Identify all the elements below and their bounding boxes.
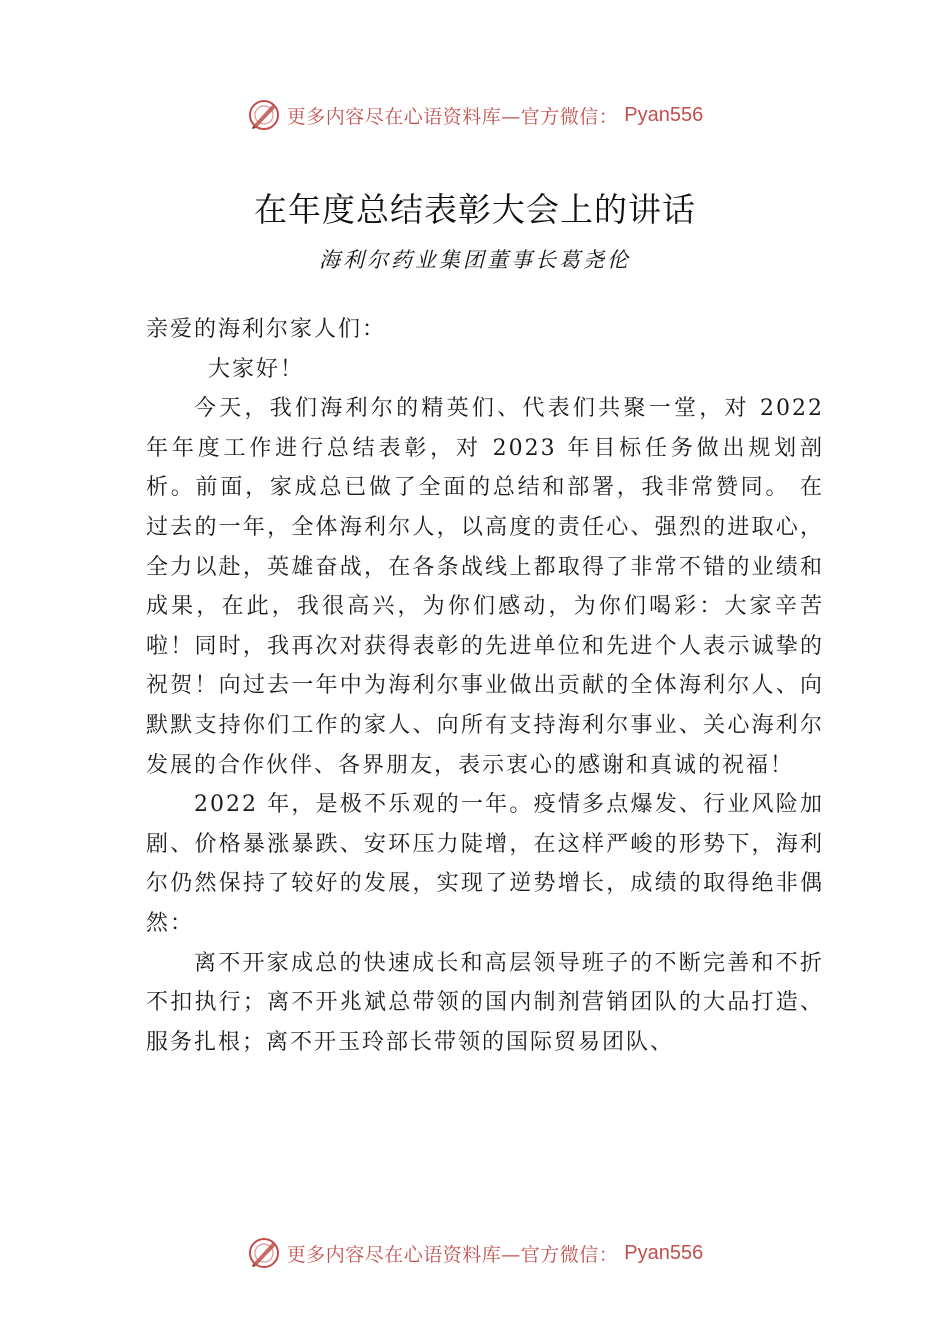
paragraph: 2022 年，是极不乐观的一年。疫情多点爆发、行业风险加剧、价格暴涨暴跌、安环压力陡增，在这样严峻的形势下，海利尔仍然保持了较好的发展，实现了逆势增长，成绩的取得绝非偶然： bbox=[146, 792, 824, 936]
promo-text: 更多内容尽在心语资料库—官方微信： bbox=[286, 1243, 619, 1266]
document-body bbox=[146, 310, 824, 1062]
paragraph: 今天，我们海利尔的精英们、代表们共聚一堂，对 2022 年年度工作进行总结表彰，对 2023 年目标任务做出规划剖析。前面，家成总已做了全面的总结和部署，我非常赞同。 在过去的一年，全体海利尔人，以高度的责任心、强烈的进取心，全力以赴，英雄奋战，在各条战线上都取得了非常不错的业绩和成果，在此，我很高兴，为你们感动，为你们喝彩：大家辛苦啦！同时，我再次对获得表彰的先进单位和先进个人表示诚挚的祝贺！向过去一年中为海利尔事业做出贡献的全体海利尔人、向默默支持你们工作的家人、向所有支持海利尔事业、关心海利尔发展的合作伙伴、各界朋友，表示衷心的感谢和真诚的祝福！ bbox=[146, 396, 824, 778]
wechat-id: Pyan556 bbox=[624, 103, 704, 126]
promo-text: 更多内容尽在心语资料库—官方微信： bbox=[286, 105, 619, 128]
header-promo-banner bbox=[0, 95, 950, 135]
footer-promo-banner bbox=[0, 1233, 950, 1273]
quill-pen-logo-icon bbox=[247, 1236, 281, 1270]
salutation: 亲爱的海利尔家人们： bbox=[146, 317, 387, 342]
quill-pen-logo-icon bbox=[247, 98, 281, 132]
document-subtitle: 海利尔药业集团董事长葛尧伦 bbox=[319, 248, 631, 272]
paragraph: 离不开家成总的快速成长和高层领导班子的不断完善和不折不扣执行；离不开兆斌总带领的国内制剂营销团队的大品打造、服务扎根；离不开玉玲部长带领的国际贸易团队、 bbox=[146, 950, 824, 1055]
document-title: 在年度总结表彰大会上的讲话 bbox=[254, 190, 696, 229]
greeting: 大家好！ bbox=[208, 356, 305, 382]
wechat-id: Pyan556 bbox=[624, 1241, 704, 1264]
